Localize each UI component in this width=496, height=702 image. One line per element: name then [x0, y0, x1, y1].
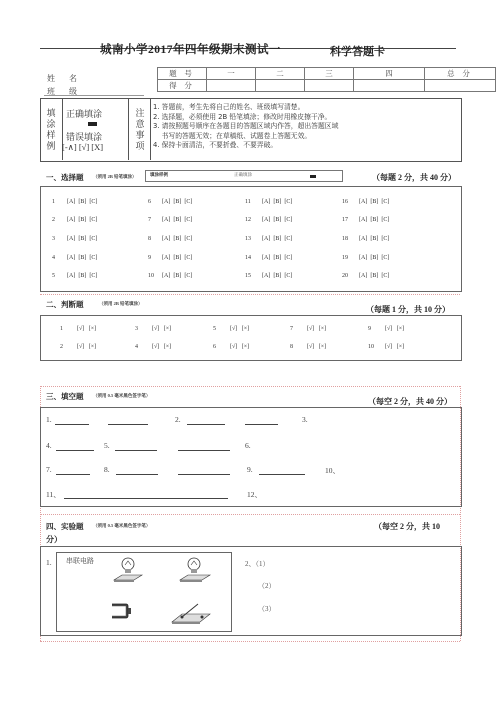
judge-options[interactable]: [√] [×]: [307, 344, 327, 350]
score-header-cell: 一: [207, 68, 256, 80]
answer-blank[interactable]: [55, 424, 89, 425]
blank-label: 6.: [245, 441, 251, 450]
judge-number: 8: [290, 344, 293, 350]
choice-options[interactable]: [A] [B] [C]: [162, 255, 193, 261]
bulb-icon: [114, 558, 142, 582]
judge-number: 6: [213, 344, 216, 350]
name-underline: [44, 95, 144, 96]
rule-item: 3. 请按照题号顺序在各题目的答题区域内作答，超出答题区域: [153, 122, 339, 130]
answer-blank[interactable]: [178, 450, 230, 451]
choice-options[interactable]: [A] [B] [C]: [359, 217, 390, 223]
section4-score-tail: 分）: [46, 535, 62, 544]
judge-number: 7: [290, 326, 293, 332]
choice-options[interactable]: [A] [B] [C]: [162, 236, 193, 242]
section1-title: 一、选择题: [46, 173, 84, 182]
choice-number: 10: [148, 273, 154, 279]
score-cell[interactable]: [256, 80, 305, 92]
answer-blank[interactable]: [116, 474, 158, 475]
sample-label: 填涂样例: [150, 172, 168, 177]
blank-label: 12、: [247, 490, 262, 499]
q1-label: 1.: [46, 558, 52, 567]
choice-options[interactable]: [A] [B] [C]: [67, 236, 98, 242]
blank-label: 10、: [325, 466, 340, 475]
score-cell[interactable]: [425, 80, 496, 92]
section1-note: （须用 2B 铅笔填涂）: [93, 174, 137, 179]
rule-item: 4. 保持卡面清洁，不要折叠、不要弄破。: [153, 141, 278, 149]
answer-blank[interactable]: [187, 424, 225, 425]
section3-title: 三、填空题: [46, 392, 84, 401]
choice-number: 7: [148, 217, 151, 223]
score-header-cell: 总 分: [425, 68, 496, 80]
class-label: 班 级: [47, 87, 83, 96]
score-row-label: 得 分: [158, 80, 207, 92]
wrong-fill-label: 错误填涂: [66, 132, 103, 142]
notice-label: 注意事项: [135, 108, 145, 151]
judge-number: 9: [368, 326, 371, 332]
score-header-cell: 二: [256, 68, 305, 80]
section4-score: （每空 2 分，共 10: [374, 522, 440, 531]
choice-options[interactable]: [A] [B] [C]: [162, 273, 193, 279]
divider: [150, 98, 151, 160]
rule-item: 1. 答题前，考生先将自己的姓名、班级填写清楚。: [153, 103, 305, 111]
choice-options[interactable]: [A] [B] [C]: [162, 199, 193, 205]
section4-title: 四、实验题: [46, 522, 84, 531]
divider: [128, 98, 129, 160]
answer-blank[interactable]: [245, 424, 278, 425]
section2-note: （须用 2B 铅笔填涂）: [99, 301, 143, 306]
divider: [40, 514, 460, 515]
choice-number: 8: [148, 236, 151, 242]
judge-number: 3: [135, 326, 138, 332]
choice-number: 3: [52, 236, 55, 242]
judge-options[interactable]: [√] [×]: [152, 326, 172, 332]
choice-options[interactable]: [A] [B] [C]: [262, 217, 293, 223]
page-subtitle: 科学答题卡: [330, 46, 385, 58]
circuit-parts-drawing: [112, 556, 222, 630]
answer-blank[interactable]: [56, 450, 94, 451]
judge-options[interactable]: [√] [×]: [152, 344, 172, 350]
choice-options[interactable]: [A] [B] [C]: [359, 236, 390, 242]
divider: [40, 294, 460, 295]
answer-blank[interactable]: [64, 498, 228, 499]
score-header-cell: 三: [305, 68, 354, 80]
answer-blank[interactable]: [178, 474, 230, 475]
choice-options[interactable]: [A] [B] [C]: [67, 273, 98, 279]
choice-options[interactable]: [A] [B] [C]: [162, 217, 193, 223]
score-cell[interactable]: [305, 80, 354, 92]
blank-label: 7.: [46, 465, 52, 474]
score-header-cell: 四: [354, 68, 425, 80]
choice-number: 2: [52, 217, 55, 223]
judge-number: 2: [60, 344, 63, 350]
judge-options[interactable]: [√] [×]: [77, 344, 97, 350]
judge-number: 4: [135, 344, 138, 350]
blank-label: 4.: [46, 441, 52, 450]
section3-score: （每空 2 分，共 40 分）: [368, 397, 452, 406]
blank-label: 2.: [175, 415, 181, 424]
name-label: 姓 名: [47, 74, 83, 83]
section2-score: （每题 1 分，共 10 分）: [366, 305, 450, 314]
bulb-icon: [180, 558, 210, 582]
blank-label: 8.: [104, 465, 110, 474]
choice-number: 20: [342, 273, 348, 279]
choice-number: 1: [52, 199, 55, 205]
divider: [40, 386, 460, 387]
answer-blank[interactable]: [115, 450, 157, 451]
choice-options[interactable]: [A] [B] [C]: [262, 273, 293, 279]
judge-options[interactable]: [√] [×]: [385, 344, 405, 350]
judge-options[interactable]: [√] [×]: [77, 326, 97, 332]
q2-label: 2、（1）: [245, 560, 270, 568]
wrong-fill-examples: [-∧] [√] [X]: [62, 142, 104, 152]
judge-number: 10: [368, 344, 374, 350]
choice-box: [40, 186, 462, 292]
judge-options[interactable]: [√] [×]: [307, 326, 327, 332]
score-cell[interactable]: [354, 80, 425, 92]
battery-icon: [112, 604, 131, 618]
choice-number: 13: [245, 236, 251, 242]
judge-box: [40, 315, 462, 361]
answer-blank[interactable]: [56, 474, 90, 475]
choice-options[interactable]: [A] [B] [C]: [262, 236, 293, 242]
choice-options[interactable]: [A] [B] [C]: [67, 199, 98, 205]
judge-options[interactable]: [√] [×]: [230, 326, 250, 332]
choice-options[interactable]: [A] [B] [C]: [67, 255, 98, 261]
section3-note: （须用 0.5 毫米黑色签字笔）: [93, 393, 151, 398]
choice-number: 19: [342, 255, 348, 261]
choice-number: 18: [342, 236, 348, 242]
score-header-cell: 题 号: [158, 68, 207, 80]
page-title: 城南小学2017年四年级期末测试一: [100, 44, 281, 56]
filled-mark-icon: [310, 175, 316, 178]
choice-number: 6: [148, 199, 151, 205]
judge-number: 1: [60, 326, 63, 332]
blank-label: 3.: [302, 415, 308, 424]
blank-label: 5.: [104, 441, 110, 450]
choice-number: 15: [245, 273, 251, 279]
choice-options[interactable]: [A] [B] [C]: [359, 199, 390, 205]
sample-text: 正确填涂: [234, 172, 252, 177]
judge-options[interactable]: [√] [×]: [385, 326, 405, 332]
section1-score: （每题 2 分，共 40 分）: [372, 173, 456, 182]
blank-label: 1.: [46, 415, 52, 424]
choice-options[interactable]: [A] [B] [C]: [359, 273, 390, 279]
q2-3-label: （3）: [258, 605, 276, 613]
choice-options[interactable]: [A] [B] [C]: [262, 199, 293, 205]
rule-item: 2. 选择题，必须使用 2B 铅笔填涂；修改时用橡皮擦干净。: [153, 112, 332, 121]
choice-number: 12: [245, 217, 251, 223]
score-table: [157, 67, 496, 92]
choice-number: 16: [342, 199, 348, 205]
choice-number: 17: [342, 217, 348, 223]
choice-number: 14: [245, 255, 251, 261]
q2-2-label: （2）: [258, 582, 276, 590]
answer-blank[interactable]: [108, 424, 148, 425]
fill-sample-label: 填涂样例: [46, 108, 56, 151]
divider: [40, 641, 460, 642]
filled-mark-icon: [88, 122, 97, 126]
blank-label: 9.: [247, 465, 253, 474]
choice-options[interactable]: [A] [B] [C]: [359, 255, 390, 261]
circuit-label: 串联电路: [66, 557, 94, 565]
choice-number: 4: [52, 255, 55, 261]
rule-item: 书写的答题无效；在草稿纸、试题卷上答题无效。: [153, 131, 312, 140]
choice-number: 5: [52, 273, 55, 279]
choice-number: 9: [148, 255, 151, 261]
judge-number: 5: [213, 326, 216, 332]
score-cell[interactable]: [207, 80, 256, 92]
answer-blank[interactable]: [259, 474, 305, 475]
blank-label: 11、: [46, 490, 61, 499]
judge-options[interactable]: [√] [×]: [230, 344, 250, 350]
choice-options[interactable]: [A] [B] [C]: [67, 217, 98, 223]
choice-number: 11: [245, 199, 251, 205]
switch-icon: [172, 604, 210, 624]
section4-note: （须用 0.5 毫米黑色签字笔）: [93, 523, 151, 528]
choice-options[interactable]: [A] [B] [C]: [262, 255, 293, 261]
section2-title: 二、判断题: [46, 300, 84, 309]
rules-list: [153, 103, 338, 151]
correct-fill-label: 正确填涂: [66, 109, 103, 119]
